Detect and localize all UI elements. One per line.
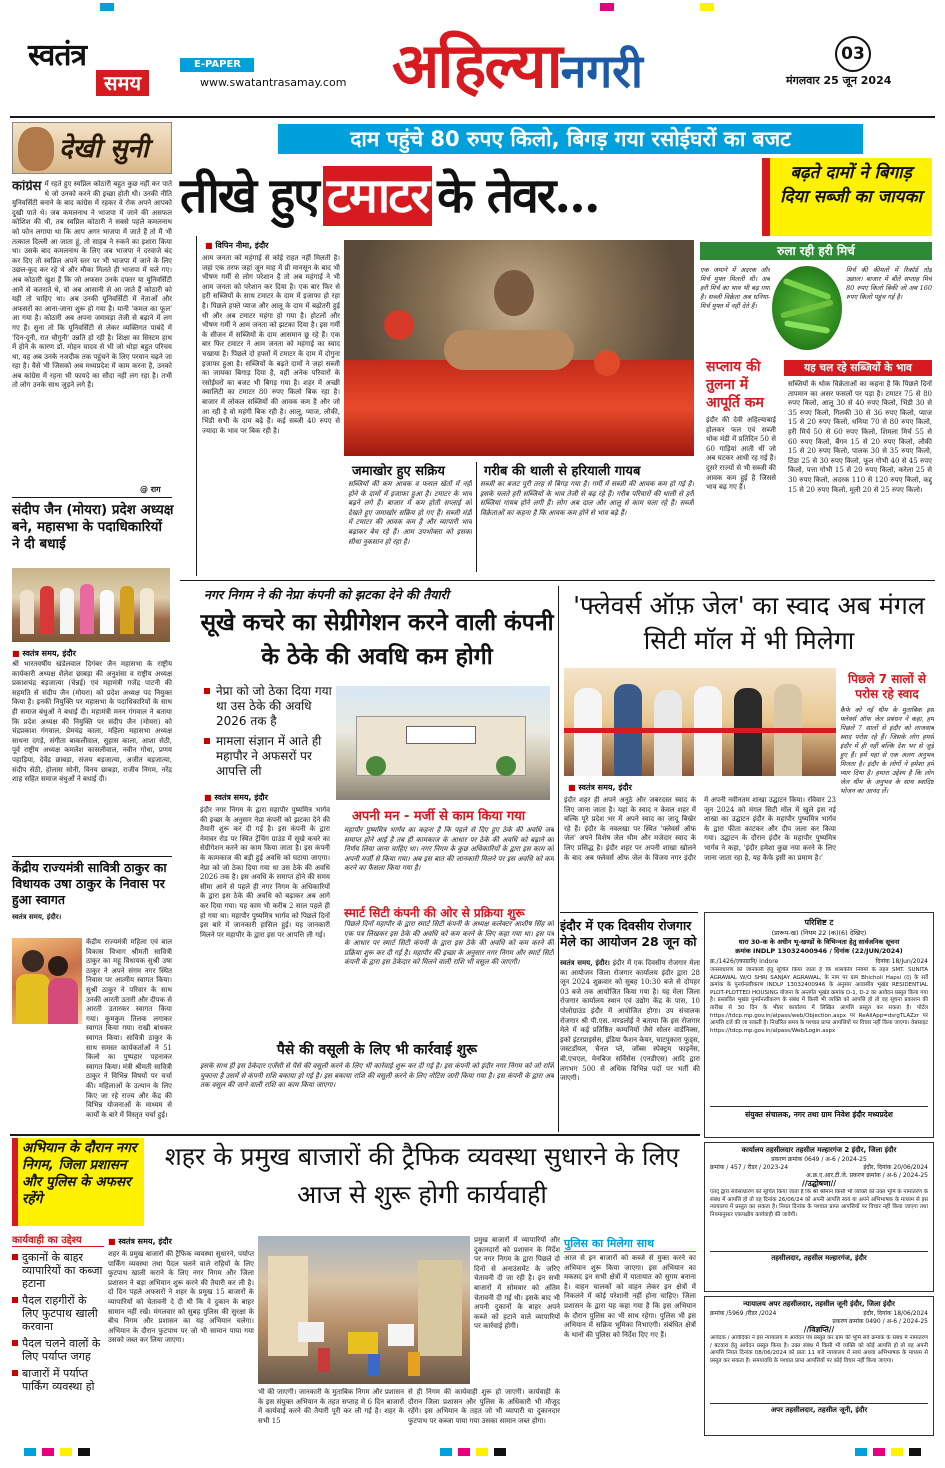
flavors-headline: 'फ्लेवर्स ऑफ़ जेल' का स्वाद अब मंगल सिटी मॉल में भी मिलेगा: [573, 591, 925, 655]
column-divider: [12, 497, 172, 498]
tomato-byline: ■ विपिन नीमा, इंदौर: [205, 240, 268, 251]
nigam-byline: ■ स्वतंत्र समय, इंदौर: [204, 792, 268, 803]
masthead: [0, 0, 945, 118]
supply-body: इंदौर की देवी अहिल्याबाई होलकर फल एवं सब्जी थोक मंडी में प्रतिदिन 50 से 60 गाड़ियां आती थीं जो अब घटकर आधी रह गई हैं। दूसरे राज्यों से भी सब्जी की आवक कम हुई है जिससे भाव बढ़ गए हैं।: [706, 416, 776, 492]
masthead-rule: [10, 116, 935, 118]
dekhi-suni-body: [12, 180, 172, 492]
flavors-side-body: कैफे को नई थीम के मुताबिक इस फ्लेवर्स ऑफ जेल प्रबंधन ने कहा, हम पिछले 7 सालों से इंदौर को लाजवाब स्वाद परोस रहे हैं। जिसके लोग हमसे इंदौर में ही नहीं बल्कि देश भर से जुड़े हुए हैं। हमें यहां से एक अलग अनुभव मिलता है। इंदौर के लोगों ने हमेशा हमें प्यार दिया है। हमारा उद्देश्य है कि लोग जेल थीम के अनुभव के साथ स्वादिष्ट भोजन का आनंद लें।: [840, 706, 934, 795]
sandeep-byline: ■ स्वतंत्र समय, इंदौर: [12, 648, 76, 659]
website-link[interactable]: www.swatantrasamay.com: [200, 76, 347, 89]
page-number: 03: [835, 36, 871, 72]
rozgar-body: इंदौर में एक दिवसीय रोजगार मेला का आयोजन जिला रोजगार कार्यालय इंदौर द्वारा 28 जून 2024 शुक्रवार को सुबह 10:30 बजे से दोपहर 03 बजे तक आयोजित किया गया है। यह मेला जिला रोजगार कार्यालय स्थान एवं उद्योग केंद्र के पास, 10 पोलोग्राउंड इंदौर में आयोजित होगा। उप संचालक रोजगार श्री पी.एस. मण्डलोई ने बताया कि इस रोजगार मेले में कई प्रतिष्ठित कम्पनियों जैसे सोलर वार्डनिक्स, इको इंटरप्राइसेस, इंडिया फैशन केयर, चाटपुकारा फूड्स, जस्टडॉयल, चैनल प्ले, जॉब्स स्पेक्ट्रम फाइनेंस, बी.एचएल, मेनबिज सर्विसेस (एनडीएस) आदि द्वारा लगभग 500 से अधिक विभिन्न पदों पर भर्ती की जाएगी।: [560, 959, 700, 1083]
notice2-footer: तहसीलदार, तहसील मल्हारगंज, इंदौर: [710, 1251, 928, 1263]
dekhi-suni-logo: [12, 122, 172, 174]
notice1-subtitle: (प्रारूप-ख) (नियम 22 (क)(6) देखिए): [771, 929, 867, 937]
notice3-right-ref: इंदौर, दिनांक 18/06/2024: [863, 1310, 928, 1317]
traffic-byline: ■ स्वतंत्र समय, इंदौर: [108, 1236, 172, 1247]
notice3-left-ref: क्रमांक /5969 /रीडर /2024: [710, 1310, 777, 1317]
garib-body: सब्जी का बजट पूरी तरह से बिगड़ गया है। गर्मी में सब्जी की आवक कम हो गई है। इसके चलते हरी सब्जियों के भाव तेजी से बढ़ रहे हैं। गरीब परिवारों की थाली से हरी सब्जियां गायब होने लगी हैं। लोग अब दाल और आलू से काम चला रहे हैं। सब्जी विक्रेताओं का कहना है कि आवक कम होने से भाव बढ़े हैं।: [480, 480, 694, 517]
nigam-sub1-body: महापौर पुष्यमित्र भार्गव का कहना है कि पहले से दिए हुए ठेके की अवधि जब समाप्त होने आई है तब ही कामकाज के आधार पर ठेके की अवधि को बढ़ाने का निर्णय लिया जाना चाहिए था। नगर निगम के कुछ अधिकारियों के द्वारा इस काम को अपनी मर्जी से किया गया। अब इस बात की जानकारी मिलने पर इस अवधि को कम करने का फैसला किया गया है।: [344, 826, 554, 873]
rozgar-rule: [560, 912, 698, 913]
paper-name-bottom: समय: [96, 70, 149, 96]
cartoon-face-icon: [18, 127, 54, 171]
sandeep-group-photo: [12, 568, 170, 642]
notice2-left-ref: क्रमांक / 457 / रीडर / 2023-24: [710, 1164, 789, 1171]
traffic-col3: प्रमुख बाजारों में व्यापारियों और दुकानदारों को प्रशासन के निर्देश पर नगर निगम के द्वारा पिछले दो दिनों से अनाउंसमेंट के जरिए चेतावनी दी जा रही है। इन सभी बाजारों में सोमवार को अंतिम चेतावनी दी गई थी। इसके बाद भी अपनी दुकानों के बाहर अपने कब्जे को हटाने वाले व्यापारियों पर कार्रवाई होगी।: [474, 1236, 560, 1331]
rozgar-headline: इंदौर में एक दिवसीय रोजगार मेले का आयोजन 28 जून को: [560, 918, 697, 949]
notice1-footer: संयुक्त संचालक, नगर तथा ग्राम निवेश इंदौर मध्यप्रदेश: [710, 1106, 928, 1120]
top-band-rule: [180, 580, 935, 581]
flavors-side-title: पिछले 7 सालों से परोस रहे स्वाद: [848, 672, 926, 701]
notice1-date: दिनांक 18/Jun/2024: [875, 958, 928, 965]
traffic-aim-title: कार्यवाही का उद्देश्य: [12, 1232, 104, 1247]
registration-mark: [100, 3, 114, 11]
notice2-label: //उद्घोषणा//: [802, 1179, 836, 1188]
notice3-title: न्यायालय अपर तहसीलदार, तहसील जूनी इंदौर, जिला इंदौर: [743, 1300, 895, 1308]
registration-mark: [600, 3, 614, 11]
mirch-right-text: मिर्च की कीमतों में रिकॉर्ड तोड़ उछाल। बाजार में बीते सप्ताह मिर्च 80 रुपए किलो बिकी जो अब 160 रुपए किलो पहुंच गई है।: [846, 266, 932, 301]
public-notice-1: [704, 912, 934, 1138]
supply-title: सप्लाय की तुलना में आपूर्ति कम: [706, 359, 764, 411]
bhav-header: यह चल रहे सब्जियों के भाव: [784, 360, 932, 376]
notice2-ref: प्रकरण क्रमांक 0649 / अ-6 / 2024-25: [771, 1156, 867, 1163]
savitri-photo: [12, 938, 82, 1024]
nigam-bullet-1: नेप्रा को जो ठेका दिया गया था उस ठेके की अवधि 2026 तक है: [204, 684, 334, 729]
traffic-headline: शहर के प्रमुख बाजारों की ट्रैफिक व्यवस्था सुधारने के लिए आज से शुरू होगी कार्यवाही: [164, 1142, 680, 1209]
savitri-body-top: [12, 912, 172, 938]
paper-logo: [28, 40, 178, 110]
traffic-kicker: अभियान के दौरान नगर निगम, जिला प्रशासन और पुलिस के अफसर रहेंगे: [12, 1138, 144, 1226]
epaper-badge: E-PAPER: [180, 58, 254, 72]
notice1-line: धारा 30-क के अधीन भू-खण्डों के विभिन्‍नता हेतु सार्वजनिक सूचना: [738, 938, 900, 946]
nigam-office-photo: [336, 686, 550, 800]
tomato-headline-highlight: टमाटर: [323, 166, 432, 226]
tomato-sub-rule: [476, 462, 477, 572]
notice2-title: कार्यालय तहसीलदार तहसील मल्हारगंज 2 इंदौर, जिला इंदौर: [741, 1146, 897, 1154]
prices-header: बढ़ते दामों ने बिगाड़ दिया सब्जी का जायका: [762, 158, 932, 236]
edition-title: [392, 22, 772, 112]
edition-title-blue: नगरी: [560, 44, 643, 98]
public-notice-2: [704, 1142, 934, 1292]
edition-title-red: अहिल्या: [392, 29, 561, 102]
traffic-aim-3: पैदल चलने वालों के लिए पर्याप्त जगह: [12, 1337, 104, 1363]
traffic-col4: से ही निगम की कार्यवाही शुरू हो जाएगी। कार्यवाही के दौरान जिला प्रशासन और पुलिस के अधिकारी भी मौजूद रहेंगे। इस अभियान के तहत जो भी व्यापारी या दुकानदार फुटपाथ पर कब्जा पाया गया उसका सामान जब्त होगा।: [408, 1388, 560, 1425]
notice1-title: परिशिष्ट ट: [804, 918, 834, 927]
nigam-body: इंदौर नगर निगम के द्वारा महापौर पुष्यमित्र भार्गव की इच्छा के अनुसार नेप्रा कंपनी को झटका देने की तैयारी शुरू कर दी गई है। इस कंपनी के द्वारा नेमावर रोड पर स्थित ट्रेंचिंग ग्राउंड में सूखे कचरे का सेग्रीगेशन करने का काम किया जाता है। इस कंपनी के कामकाज की बड़ी हुई अवधि को घटाया जाएगा। नेप्रा को जो ठेका दिया गया था उस ठेके की अवधि 2026 तक है। इस अवधि के समाप्त होने की समय सीमा आने से पहले ही नगर निगम के अधिकारियों के द्वारा इस ठेके की अवधि को बढ़ाकर अब आगे कर दिया गया। यह काम भी करीब 2 साल पहले ही हो गया था। महापौर पुष्यमित्र भार्गव को पिछले दिनों इस बारे में जानकारी हासिल हुई। यह जानकारी मिलने पर महापौर के द्वारा इस पर आपत्ति ली गई।: [200, 806, 330, 939]
mirch-subhead: रुला रही हरी मिर्च: [700, 242, 932, 260]
nigam-headline: सूखे कचरे का सेग्रीगेशन करने वाली कंपनी के ठेके की अवधि कम होगी: [200, 610, 554, 670]
traffic-top-rule: [10, 1134, 700, 1136]
nigam-kicker: नगर निगम ने की नेप्रा कंपनी को झटका देने की तैयारी: [204, 587, 450, 602]
traffic-aim-2: पैदल राहगीरों के लिए फुटपाथ खाली करवाना: [12, 1294, 104, 1333]
notice3-label: //विज्ञप्ति//: [803, 1325, 835, 1334]
rozgar-byline: स्वतंत्र समय, इंदौर।: [560, 958, 610, 967]
jamakhor-body: सब्जियों की कम आवक व फसल खेतों में नहीं होने के दामों में इजाफा हुआ है। टमाटर के भाव बढ़ने लगे हैं। बाजार में कम होती सप्लाई को देखते हुए जमाखोर सक्रिय हो गए हैं। सब्जी मंडी में टमाटर की आवक कम है और व्यापारी भाव बढ़ाकर बेच रहे हैं। आम उपभोक्ता को इसका सीधा नुकसान हो रहा है।: [348, 480, 472, 546]
notice1-file: क्र./1426/ज़्काग्रानि/ Indore: [710, 958, 779, 965]
flavors-byline: ■ स्वतंत्र समय, इंदौर: [568, 782, 632, 793]
flavors-inauguration-photo: [564, 668, 836, 776]
mirch-left-text: एक जमाने में अदरक और मिर्च मुफ्त मिलती थी। अब हरी मिर्च का भाव भी बढ़ गया है। सब्जी विक्रेता अब धनिया-मिर्च मुफ्त में नहीं देते हैं।: [700, 266, 770, 310]
tomato-photo: [344, 240, 694, 456]
flavors-body: इंदौर शहर ही अपने अनूठे और जबरदस्त स्वाद के लिए जाना जाता है। यहां के स्वाद न केवल शहर में बल्कि पूरे प्रदेश भर में अपने स्वाद का जादू बिखेर रहे हैं। इंदौर के नवलखा पर स्थित 'फ्लेवर्स ऑफ जेल' अपने विशेष जेल थीम और मजेदार स्वाद के लिए प्रसिद्ध है। इंदौर शहर पर अपनी शाखा खोलने के बाद अब फ्लेवर्स ऑफ जेल के विजय नगर इंदौर में अपनी नवीनतम शाखा उद्घाटन किया। रविवार 23 जून 2024 को मंगल सिटी मॉल में खुले इस नई शाखा का उद्घाटन इंदौर के महापौर पुष्यमित्र भार्गव के द्वारा फीता काटकर और दीप जला कर किया गया। उद्घाटन के दौरान इंदौर के महापौर पुष्यमित्र भार्गव ने कहा, 'इंदौर हमेशा कुछ नया करने के लिए जाना जाता रहा है, यह कैफे इसी का प्रमाण है।': [564, 796, 836, 862]
registration-mark: [700, 3, 714, 11]
tomato-headline-part2: के तेवर...: [437, 168, 599, 224]
price-list: सब्जियों के थोक विक्रेताओं का कहना है कि पिछले दिनों तापमान का असर फसलों पर पड़ा है। टमाटर 75 से 80 रुपए किलो, आलू 30 से 40 रुपए किलो, भिंडी 30 से 35 रुपए किलो, गिलकी 30 से 36 रुपए किलो, प्याज 15 से 20 रुपए किलो, धनिया 70 से 80 रुपए किलो, हरी मिर्च 50 से 60 रुपए किलो, शिमला मिर्च 55 से 60 रुपए किलो, बैंगन 15 से 20 रुपए किलो, लौकी 15 से 20 रुपए किलो, पालक 30 से 35 रुपए किलो, टिंडा 25 से 30 रुपए किलो, फूल गोभी 40 से 45 रुपए किलो, पत्ता गोभी 15 से 20 रुपए किलो, करेला 25 से 30 रुपए किलो, अदरक 110 से 120 रुपए किलो, कद्दू 15 से 20 रुपए किलो, मूली 20 से 25 रुपए किलो।: [788, 380, 932, 494]
traffic-col2: भी की जाएगी। जानकारी के मुताबिक निगम और प्रशासन के इस संयुक्त अभियान के तहत सप्ताह में 6 दिन बाजारों में कार्यवाई करने की तैयारी पूरी कर ली गई है। शहर के सभी 15: [258, 1388, 404, 1425]
paper-name-top: स्वतंत्र: [28, 38, 87, 73]
column-logo-text: देखी सुनी: [59, 134, 149, 164]
nigam-sub2-body: पिछले दिनों महापौर के द्वारा स्मार्ट सिटी कंपनी के अध्यक्ष कलेक्टर आशीष सिंह को एक पत्र लिखकर इस ठेके की अवधि को कम करने के लिए कहा गया था। इस पत्र के आधार पर स्मार्ट सिटी कंपनी के द्वारा इस ठेके की अवधि को कम करने की प्रक्रिया शुरू कर दी गई है। महापौर की इच्छा के अनुसार नगर निगम और स्मार्ट सिटी कंपनी के द्वारा इस ठेकेदार को मिलने वाली राशि भी वसूल की जाएगी।: [344, 920, 554, 967]
traffic-aim-box: [12, 1232, 104, 1397]
police-title: पुलिस का मिलेगा साथ: [564, 1236, 696, 1252]
center-col-rule: [558, 586, 559, 1132]
sandeep-body: श्री भारतवर्षीय खंडेलवाल दिगंबर जैन महासभा के राष्ट्रीय कार्यकारी अध्यक्ष शैलेश छाबड़ा की अनुशंसा व राष्ट्रीय अध्यक्ष प्रकाशचंद्र बड़जात्या (चेन्नई) एवं महामंत्री गजेंद्र पाटनी की सहमति से संदीप जैन (मोयरा) को प्रदेश अध्यक्ष पद नियुक्त किया है। इनकी नियुक्ति पर महासभा के पदाधिकारियों के साथ ही समाज बंधुओं ने बधाई दी। महामंत्री मनन गंगवाल ने बताया कि प्रदेश अध्यक्ष की नियुक्ति पर संदीप जैन (मोयरा) को चंद्रप्रकाश गंगवाल, प्रेमचंद्र काला, महिला महासभा अध्यक्ष साधना दगड़े, संगीता बाकलीवाल, सुहास काला, आशा सेठी, पूर्व राष्ट्रीय अध्यक्ष कमलेश कासलीवाल, नवीन गोधा, प्रणय पहाड़िया, देवेंद्र छाबड़ा, संजय बड़जात्या, अजीत बड़जात्या, संदीप सेठी, होलास सोनी, विनय छाबड़ा, राजीव निगम, नरेंद्र शाह सहित समाज बंधुओं ने बधाई दी।: [12, 660, 172, 784]
dekhi-suni-lead: कांग्रेस: [12, 180, 42, 194]
public-notice-3: [704, 1296, 934, 1436]
green-chilli-photo: [772, 266, 842, 350]
dekhi-suni-text: में रहते हुए स्वप्निल कोठारी बहुत कुछ नहीं कर पाते थे जो उनको करने की इच्छा होती थी। उनकी नीति युनिवर्सिटी बनाने के बाद कांग्रेस में रहकर वे रोक अपने आपको दुखी पाते थे। जब कमलनाथ ने भाजपा में जाने की असफल कोशिश की थी, तब स्वप्निल कोठारी ने सबसे पहले कमलनाथ को फोन लगाया था कि आप अगर भाजपा में जाते हैं तो मैं भी तत्काल दिल्ली आ जाता हूं, तो साहब ने रुकने का इशारा किया था। उसके बाद कमलनाथ के लिए जब भाजपा ने दरवाजे बंद कर दिए तो स्वप्निल अपने स्तर पर भी भाजपा में जाने के लिए उछल-कूद कर रहे थे और मौका मिलते ही भाजपा में चले गए। अब कोठारी खुश हैं कि जो अफसर उनके दफ्तर या यूनिवर्सिटी आने से कतराते थे, वो अब आसानी से आ जाते हैं कोठारी को यही तो चाहिए था। अब उनकी यूनिवर्सिटी में नेताओं और अफसरों का आना-जाना शुरू हो गया है। यानी 'कमल का फूल' आ गया है। कोठारी अब अपना जमावड़ा तेजी से बढ़ाने में लग गए हैं। सुना तो कि यूनिवर्सिटी से लेकर व्यक्तिगत पाबंदें में 'दिन-दूनी, रात चौगुनी' उन्नति हो रही है। शिक्षा का सिस्टम हाथ में होने के कारण डॉ. मोहन यादव से भी जो थोड़ा बहुत परिचय था, वह अब उनके नजदीक तक पहुंचने के लिए परवान चढ़ने जा रहा है। वैसे भी जिसको अब मध्यप्रदेश में काम करना है, उनको अब कांग्रेस में रहना भी फायदे का सौदा नहीं लग रहा है। तभी तो लोग उनके साथ जुड़ने लगे हैं।: [12, 180, 172, 390]
issue-date: मंगलवार 25 जून 2024: [786, 74, 892, 87]
tomato-body: आम जनता को महंगाई से कोई राहत नहीं मिलती है। जहां एक तरफ जहां जून माह में प्री मानसून के बाद भी भीषण गर्मी से लोग परेशान है तो अब महंगाई ने भी आम जनता को परेशान कर दिया है। एक बार फिर से हरी सब्जियों के साथ टमाटर के दाम में इजाफा हो रहा है। पिछले हफ्ते प्याज और आलू के दाम में बढ़ोतरी हुई थी और अब टमाटर महंगा हो गया है। होटलों और भीषण गर्मी ने आम जनता को झटका दिया है। इस गर्मी के सीजन में सब्जियों के दाम आसमान छू रहे हैं। एक बार फिर टमाटर ने आम जनता को महंगाई का स्वाद चखाया है। पिछले दो हफ्तों में टमाटर के दाम में दोगुना इजाफा हुआ है। सब्जियों के बढ़ते दामों ने जहां सब्जी का जायका बिगाड़ दिया है, वहीं अनेक परिवारों के रसोईघरों का बजट भी बिगड़ गया है। शहर में अच्छी क्वालिटी का टमाटर 80 रुपए किलो बिक रहा है। बाजार में लोकल सब्जियों की आवक कम है और जो आ रही है वो महंगी बिक रही है। आलू, प्याज, लौकी, भिंडी सभी के दाम बढ़े हैं। कई सब्जी 40 रुपए से ज्यादा के भाव पर बिक रही है।: [202, 254, 340, 435]
tomato-headline-part1: तीखे हुए: [180, 168, 318, 224]
notice3-case-ref: प्रकरण क्रमांक 0490 / अ-6 / 2024-25: [832, 1318, 928, 1325]
notice2-body: एतद् द्वारा सर्वसाधारण को सूचित किया जाता है कि श्री श्रीमान किसी भी व्यक्ति को उक्त भूमि के नामांतरण के संबंध में आपत्ति हो तो वह दिनांक 26/06/24 को अपनी आपत्ति स्वयं या अपने अभिभाषक के माध्यम से इस न्यायालय में प्रस्तुत कर सकता है। नियत दिनांक के पश्चात प्राप्त आपत्तियों पर विचार नहीं किया जाएगा तथा नियमानुसार एकपक्षीय कार्यवाही की जावेगी।: [710, 1189, 928, 1218]
notice3-footer: अपर तहसीलदार, तहसील जूनी, इंदौर: [710, 1403, 928, 1415]
jamakhor-title: जमाखोर हुए सक्रिय: [352, 464, 445, 479]
nigam-bullets: [204, 684, 334, 784]
tomato-headline: [180, 160, 760, 232]
notice2-case-ref: अ.क्र.ए.आर.टी.जे. प्रकरण क्रमांक / अ-6 / 2024-25: [806, 1172, 928, 1179]
tomato-col-rule: [196, 236, 197, 576]
traffic-market-photo: [258, 1236, 470, 1384]
traffic-aim-1: दुकानों के बाहर व्यापारियों का कब्जा हटाना: [12, 1251, 104, 1290]
notice1-body: जनसाधारण को जानकारी हेतु सूचित किया जाता है कि शासकीय नियमों के तहत SMT. SUNITA AGRAWAL W/O SHRI SANJAY AGRAWAL, के नाम पर ग्राम Bhicholi Hapsi (द) के सर्वे क्रमांक के पुनर्घनत्वीकरण INDLP 13032400946 के अनुसार आवासीय भूखंड RESIDENTIAL PLOT-PLOTTED HOUSING योजना के अन्तर्गत भूखंड क्रमांक D-1, D-2 का आवेदन प्रस्तुत किया गया है। प्रस्तावित भूखंड पुनर्घनत्वीकरण के संबंध में किसी भी व्यक्ति को आपत्ति हो तो वह सूचना प्रकाशन की तारीख से 30 दिन के भीतर कार्यालय में लिखित आपत्ति प्रस्तुत कर सकता है। पोर्टल https://tdcp.mp.gov.in/alpass/web/Objection.aspx पर ReAllApp=dsrgTLAZzr पर आपत्ति दर्ज की जा सकती है। निर्धारित समय के पश्चात प्राप्त आपत्तियों पर विचार नहीं किया जाएगा। वेबसाइट https://tdcp.mp.gov.in/alpass/Web/Login.aspx: [710, 967, 928, 1034]
nigam-sub1-title: अपनी मन - मर्जी से काम किया गया: [352, 809, 526, 824]
nigam-sub2-title: स्मार्ट सिटी कंपनी की ओर से प्रक्रिया शुरू: [344, 906, 525, 920]
notice1-ref: क्रमांक INDLP 13032400946 / दिनांक (22/JUN/2024): [735, 947, 903, 955]
nigam-bullet-2: मामला संज्ञान में आते ही महापौर ने अफसरों पर आपत्ति ली: [204, 734, 334, 779]
rozgar-body-wrap: [560, 958, 700, 1132]
bottom-color-bar: [24, 1448, 921, 1458]
nigam-sub3-body: इसके साथ ही इस ठेकेदार एजेंसी से पैसे की वसूली करने के लिए भी कार्रवाई शुरू कर दी गई है। इस कंपनी को इंदौर नगर निगम को जो राशि चुकाना है उसमें से कंपनी राशि बकाया हो गई है। इस बकाया राशि की वसूली करने के लिए नोटिस जारी किया गया है। इस कंपनी के द्वारा अब तक वसूल की जाने वाली राशि का काम किया जाएगा।: [200, 1062, 554, 1090]
column-signature: @ राग: [140, 485, 161, 494]
police-body: आज से इन बाजारों को कब्जे से मुक्त करने का अभियान शुरू किया जाएगा। इस अभियान का मकसद इन सभी क्षेत्रों में यातायात को सुगम बनाना है। वाहन चालकों को वाहन लेकर इन क्षेत्रों में निकलने में कोई परेशानी नहीं होना चाहिए। जिला प्रशासन के द्वारा यह कहा गया है कि इस अभियान के दौरान पुलिस का भी साथ रहेगा। पुलिस भी इस अभियान में सक्रिय भूमिका निभाएगी। संबंधित क्षेत्रों के थानों की पुलिस को निर्देश दिए गए हैं।: [564, 1254, 696, 1339]
notice2-right-ref: इंदौर, दिनांक 20/06/2024: [863, 1164, 928, 1171]
savitri-headline: केंद्रीय राज्यमंत्री सावित्री ठाकुर का विधायक उषा ठाकुर के निवास पर हुआ स्वागत: [12, 860, 167, 907]
notice3-body: आवेदक / आवेदिका ने इस न्यायालय में आवेदन पत्र प्रस्तुत कर ग्राम की भूमि सर्वे क्रमांक के संबंध में नामांतरण / बटवारा हेतु आवेदन प्रस्तुत किया है। उक्त संबंध में किसी भी व्यक्ति को कोई आपत्ति हो तो वह अपनी आपत्ति नियत दिनांक 08/06/2024 को प्रातः 11 बजे न्यायालय में स्वयं अथवा अभिभाषक के माध्यम से प्रस्तुत कर सकता है। समयावधि के पश्चात प्राप्त आपत्तियों पर कोई विचार नहीं किया जाएगा।: [710, 1335, 928, 1364]
sandeep-headline: संदीप जैन (मोयरा) प्रदेश अध्यक्ष बने, महासभा के पदाधिकारियों ने दी बधाई: [12, 502, 174, 552]
nigam-sub3-title: पैसे की वसूली के लिए भी कार्रवाई शुरू: [276, 1042, 478, 1058]
traffic-aim-4: बाजारों में पर्याप्त पार्किंग व्यवस्था हो: [12, 1367, 104, 1393]
savitri-body: केंद्रीय राज्यमंत्री महिला एवं बाल विकास विभाग श्रीमती सावित्री ठाकुर का महू विधायक सुश्री उषा ठाकुर ने अपने संगम नगर स्थित निवास पर आत्मीय स्वागत किया। सुश्री ठाकुर ने परिवार के साथ उनकी आरती उतारी और दीपक से आरती उतारकर स्वागत किया गया। कुमकुम तिलक लगाकर स्वागत किया गया। राखी बांधकर स्वागत किया। सावित्री ठाकुर के साथ समस्त कार्यकर्ताओं ने 51 किलो का पुष्पहार पहनाकर स्वागत किया। मंत्री श्रीमती सावित्री ठाकुर ने विभिन्न विषयों पर चर्चा की। महिलाओं के उत्थान के लिए किए जा रहे राज्य और केंद्र की विभिन्न योजनाओं के माध्यम से कार्यों के बारे में विस्तृत चर्चा हुई।: [86, 938, 172, 1119]
sandeep-divider: [12, 856, 172, 857]
garib-title: गरीब की थाली से हरियाली गायब: [484, 464, 641, 479]
tomato-kicker: दाम पहुंचे 80 रुपए किलो, बिगड़ गया रसोईघरों का बजट: [278, 124, 863, 154]
traffic-col1: शहर के प्रमुख बाजारों की ट्रैफिक व्यवस्था सुधारने, पर्याप्त पार्किंग व्यवस्था तथा पैदल चलने वाले राहियों के लिए फुटपाथ खाली कराने के लिए नगर निगम और जिला प्रशासन ने बड़ा अभियान शुरू करने की तैयारी कर ली है। दो दिन पहले अफसरों ने शहर के प्रमुख 15 बाजारों के व्यापारियों को चेतावनी दे दी थी कि वे दुकान के बाहर सामान नहीं रखें। मंगलवार को सुबह पुलिस की सुरक्षा के बीच निगम और प्रशासन का यह अभियान चलेगा। अभियान के दौरान फुटपाथ पर जो भी सामान पाया गया उसको जब्त कर लिया जाएगा।: [108, 1250, 254, 1345]
savitri-byline: स्वतंत्र समय, इंदौर।: [12, 912, 62, 921]
